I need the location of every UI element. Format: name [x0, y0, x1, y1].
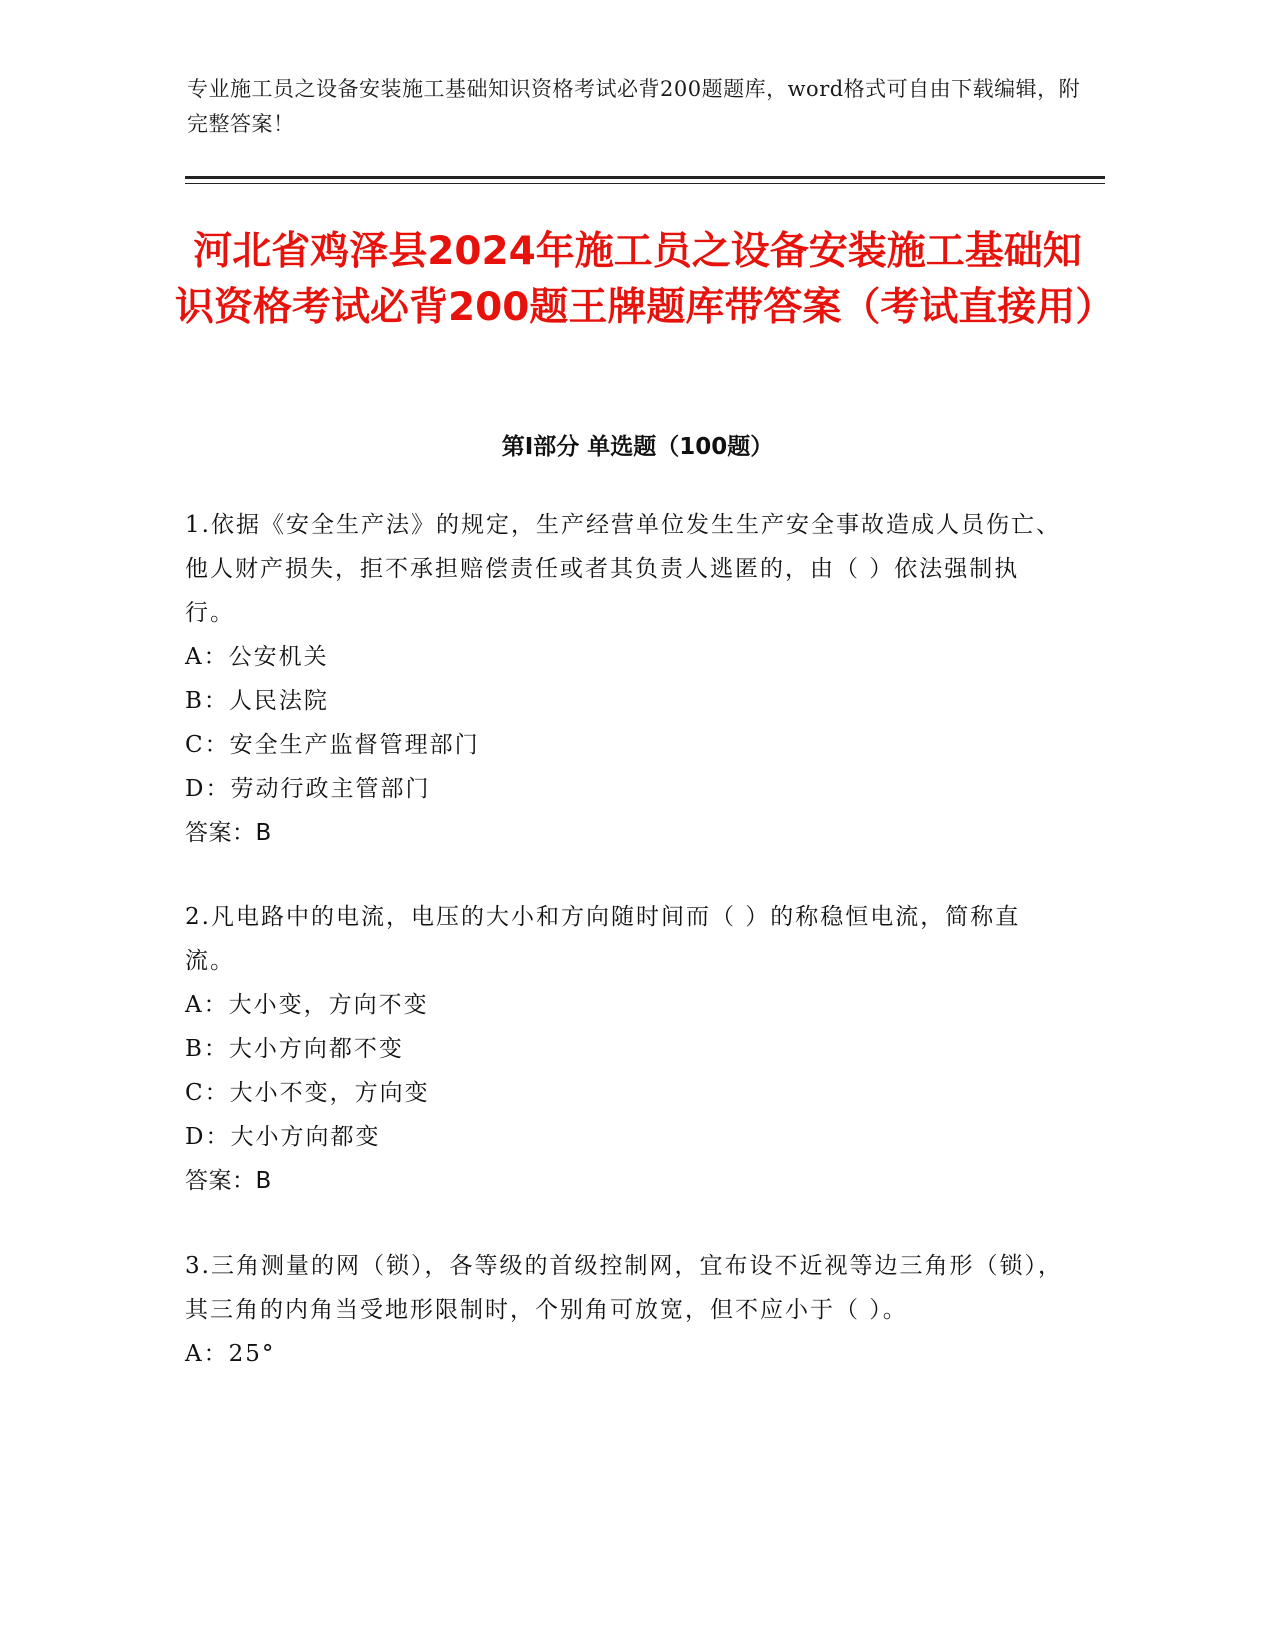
answer: 答案：B: [185, 1168, 272, 1194]
option-d: D：劳动行政主管部门: [185, 776, 431, 802]
question-2: [185, 895, 1065, 1203]
option-b: B：人民法院: [185, 688, 329, 714]
answer: 答案：B: [185, 820, 272, 846]
question-text: 2.凡电路中的电流，电压的大小和方向随时间而（ ）的称稳恒电流，简称直流。: [185, 904, 1021, 974]
section-heading: 第Ⅰ部分 单选题（100题）: [501, 434, 774, 460]
header-rule-thick: [185, 176, 1105, 179]
option-c: C：安全生产监督管理部门: [185, 732, 480, 758]
option-a: A：大小变，方向不变: [185, 992, 429, 1018]
question-1: [185, 503, 1065, 855]
question-text: 3.三角测量的网（锁），各等级的首级控制网，宜布设不近视等边三角形（锁），其三角的内角当受地形限制时，个别角可放宽，但不应小于（ ）。: [185, 1253, 1063, 1323]
question-text: 1.依据《安全生产法》的规定，生产经营单位发生生产安全事故造成人员伤亡、他人财产损失，拒不承担赔偿责任或者其负责人逃匿的，由（ ）依法强制执行。: [185, 512, 1061, 626]
option-a: A：公安机关: [185, 644, 329, 670]
option-c: C：大小不变，方向变: [185, 1080, 430, 1106]
option-d: D：大小方向都变: [185, 1124, 381, 1150]
option-a: A：25°: [185, 1341, 276, 1367]
header-rule-thin: [185, 183, 1105, 184]
header-note: 专业施工员之设备安装施工基础知识资格考试必背200题题库，word格式可自由下载编辑，附完整答案！: [187, 77, 1081, 136]
document-title: 河北省鸡泽县2024年施工员之设备安装施工基础知识资格考试必背200题王牌题库带答案（考试直接用）: [175, 229, 1115, 330]
question-3: [185, 1244, 1065, 1376]
option-b: B：大小方向都不变: [185, 1036, 404, 1062]
